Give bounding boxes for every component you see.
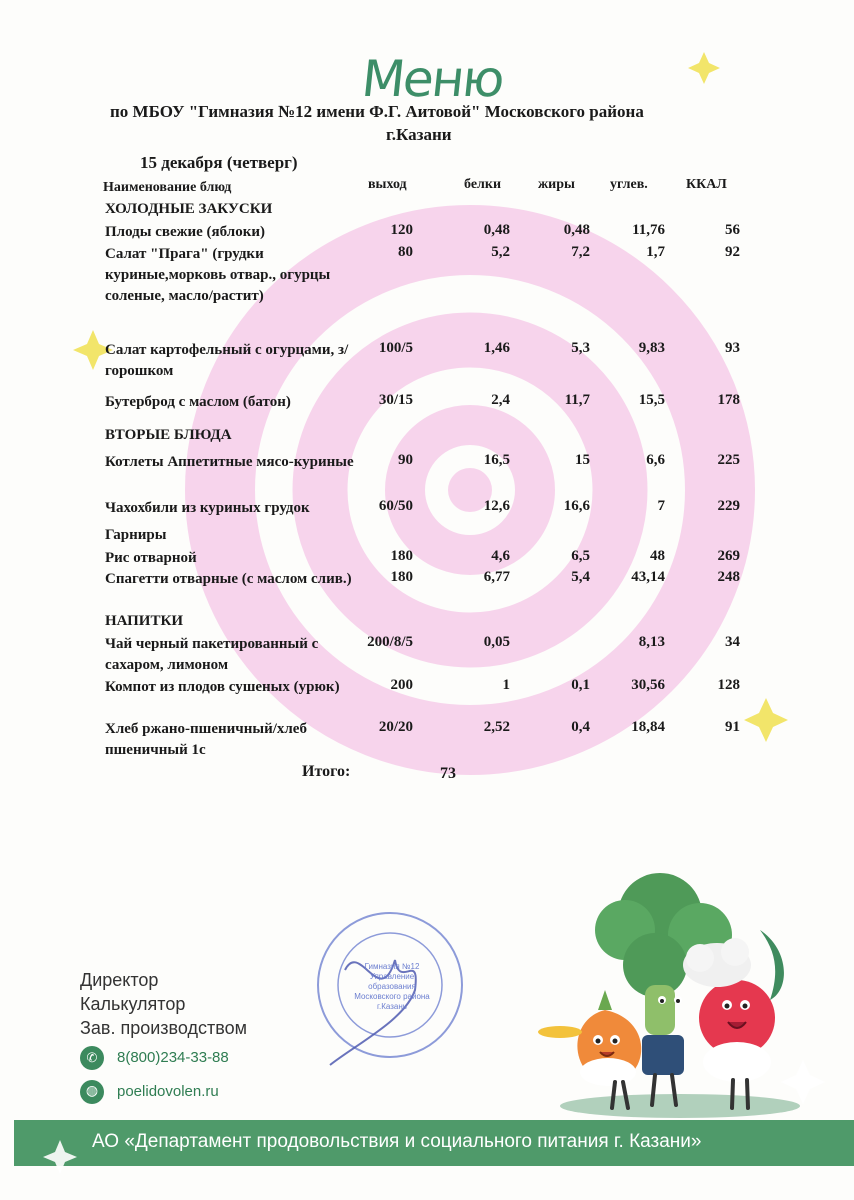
dish-protein: 0,48 [483, 222, 510, 238]
dish-yield: 90 [398, 452, 413, 468]
dish-fat: 15 [575, 452, 590, 468]
dish-carbs: 9,83 [638, 340, 665, 356]
dish-kcal: 93 [725, 340, 740, 356]
section-heading: ХОЛОДНЫЕ ЗАКУСКИ [105, 201, 273, 217]
dish-protein: 1 [502, 677, 510, 693]
stamp-center-text [352, 962, 432, 1012]
dish-yield: 100/5 [378, 340, 413, 356]
dish-carbs: 1,7 [646, 244, 665, 260]
vegetable-mascots-illustration [538, 873, 800, 1118]
dish-carbs: 18,84 [631, 719, 665, 735]
dish-fat: 16,6 [563, 498, 590, 514]
dish-protein: 16,5 [483, 452, 510, 468]
dish-yield: 180 [390, 548, 413, 564]
dish-name: Салат "Прага" (грудки куриные,морковь отвар., огурцы соленые, масло/растит) [105, 246, 331, 304]
header-dish-name: Наименование блюд [103, 180, 232, 195]
header-kcal: ККАЛ [686, 177, 727, 192]
dish-kcal: 56 [725, 222, 740, 238]
dish-protein: 1,46 [483, 340, 510, 356]
role-director: Директор [80, 970, 159, 990]
dish-name: Салат картофельный с огурцами, з/горошком [105, 342, 349, 379]
dish-fat: 7,2 [571, 244, 590, 260]
header-carbs: углев. [610, 177, 648, 192]
dish-carbs: 48 [650, 548, 665, 564]
menu-title-word: Меню [358, 50, 506, 108]
total-label: Итого: [302, 763, 351, 780]
dish-kcal: 92 [725, 244, 740, 260]
dish-fat: 0,4 [571, 719, 590, 735]
dish-carbs: 6,6 [646, 452, 665, 468]
stamp-line: Гимназия №12 [364, 962, 420, 971]
dish-protein: 12,6 [483, 498, 510, 514]
total-value: 73 [440, 765, 456, 782]
dish-name: Чахохбили из куриных грудок [105, 500, 310, 516]
header-fat: жиры [538, 177, 575, 192]
stamp-line: Московского района [354, 992, 430, 1001]
dish-fat: 11,7 [564, 392, 590, 408]
stamp-line: Управление образования [368, 972, 416, 991]
dish-kcal: 178 [717, 392, 740, 408]
globe-icon: ◍ [80, 1080, 104, 1104]
phone-icon: ✆ [80, 1046, 104, 1070]
dish-carbs: 11,76 [632, 222, 665, 238]
dish-name: Компот из плодов сушеных (урюк) [105, 679, 340, 695]
dish-name: Рис отварной [105, 550, 197, 566]
phone-number[interactable]: 8(800)234-33-88 [117, 1049, 229, 1066]
dish-protein: 2,52 [483, 719, 510, 735]
company-name: АО «Департамент продовольствия и социального питания г. Казани» [92, 1131, 702, 1152]
dish-fat: 5,3 [571, 340, 590, 356]
dish-kcal: 34 [725, 634, 740, 650]
stamp-line: г.Казань [377, 1002, 407, 1011]
header-yield: выход [368, 177, 407, 192]
dish-carbs: 8,13 [638, 634, 665, 650]
dish-protein: 2,4 [491, 392, 510, 408]
website-link[interactable]: poelidovolen.ru [117, 1083, 219, 1100]
menu-date: 15 декабря (четверг) [140, 153, 298, 172]
dish-kcal: 91 [725, 719, 740, 735]
dish-fat: 0,1 [571, 677, 590, 693]
dish-name: Котлеты Аппетитные мясо-куриные [105, 454, 354, 470]
dish-yield: 80 [398, 244, 413, 260]
section-heading: Гарниры [105, 527, 167, 543]
dish-fat: 6,5 [571, 548, 590, 564]
menu-subtitle-line2: г.Казани [386, 125, 452, 144]
dish-yield: 200 [390, 677, 413, 693]
dish-carbs: 15,5 [638, 392, 665, 408]
dish-yield: 120 [390, 222, 413, 238]
dish-carbs: 7 [657, 498, 665, 514]
dish-carbs: 43,14 [631, 569, 665, 585]
dish-protein: 0,05 [483, 634, 510, 650]
dish-protein: 5,2 [491, 244, 510, 260]
dish-name: Плоды свежие (яблоки) [105, 224, 265, 240]
dish-kcal: 248 [717, 569, 740, 585]
dish-protein: 4,6 [491, 548, 510, 564]
dish-yield: 200/8/5 [367, 634, 413, 650]
dish-fat: 5,4 [571, 569, 590, 585]
dish-name: Хлеб ржано-пшеничный/хлеб пшеничный 1с [105, 721, 307, 758]
role-production-manager: Зав. производством [80, 1018, 247, 1038]
section-heading: НАПИТКИ [105, 613, 184, 629]
dish-fat: 0,48 [563, 222, 590, 238]
dish-yield: 20/20 [378, 719, 413, 735]
header-protein: белки [464, 177, 502, 192]
dish-kcal: 269 [717, 548, 740, 564]
dish-name: Бутерброд с маслом (батон) [105, 394, 291, 410]
dish-carbs: 30,56 [631, 677, 665, 693]
dish-kcal: 229 [717, 498, 740, 514]
section-heading: ВТОРЫЕ БЛЮДА [105, 427, 232, 443]
menu-subtitle-line1: по МБОУ "Гимназия №12 имени Ф.Г. Аитовой" Московского района [110, 102, 644, 121]
dish-name: Спагетти отварные (с маслом слив.) [105, 571, 352, 587]
dish-protein: 6,77 [483, 569, 510, 585]
dish-yield: 30/15 [378, 392, 413, 408]
dish-name: Чай черный пакетированный с сахаром, лимоном [105, 636, 319, 673]
dish-yield: 60/50 [378, 498, 413, 514]
dish-yield: 180 [390, 569, 413, 585]
dish-kcal: 225 [717, 452, 740, 468]
role-calculator: Калькулятор [80, 994, 186, 1014]
dish-kcal: 128 [717, 677, 740, 693]
